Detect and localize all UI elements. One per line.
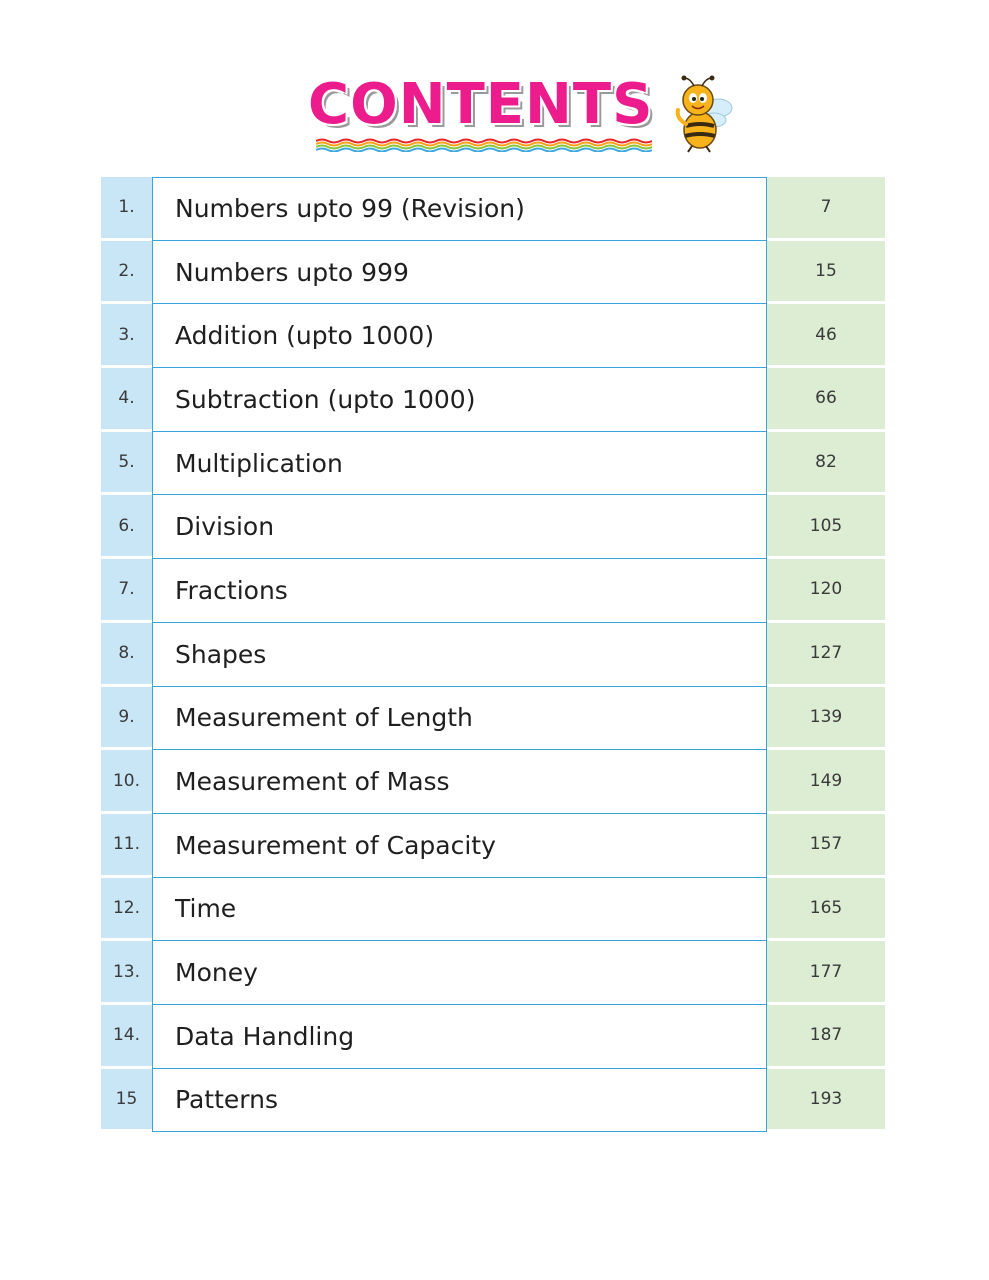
chapter-title: Money bbox=[152, 941, 767, 1005]
chapter-number: 9. bbox=[101, 687, 152, 751]
page-number: 15 bbox=[767, 241, 885, 305]
chapter-number: 4. bbox=[101, 368, 152, 432]
toc-row bbox=[101, 750, 885, 814]
chapter-number: 15 bbox=[101, 1069, 152, 1133]
toc-row bbox=[101, 177, 885, 241]
page-number: 177 bbox=[767, 941, 885, 1005]
chapter-title: Addition (upto 1000) bbox=[152, 304, 767, 368]
page-title: CONTENTS bbox=[308, 72, 654, 137]
contents-table bbox=[101, 177, 885, 1132]
chapter-title: Multiplication bbox=[152, 432, 767, 496]
chapter-title: Division bbox=[152, 495, 767, 559]
toc-row bbox=[101, 623, 885, 687]
chapter-title: Subtraction (upto 1000) bbox=[152, 368, 767, 432]
toc-row bbox=[101, 495, 885, 559]
page-number: 127 bbox=[767, 623, 885, 687]
page-number: 187 bbox=[767, 1005, 885, 1069]
chapter-number: 10. bbox=[101, 750, 152, 814]
bee-mascot-icon bbox=[664, 74, 736, 154]
page-number: 66 bbox=[767, 368, 885, 432]
chapter-title: Data Handling bbox=[152, 1005, 767, 1069]
toc-row bbox=[101, 687, 885, 751]
chapter-title: Fractions bbox=[152, 559, 767, 623]
toc-row bbox=[101, 1069, 885, 1133]
toc-row bbox=[101, 432, 885, 496]
chapter-number: 7. bbox=[101, 559, 152, 623]
toc-row bbox=[101, 941, 885, 1005]
chapter-number: 12. bbox=[101, 878, 152, 942]
chapter-number: 1. bbox=[101, 177, 152, 241]
chapter-number: 8. bbox=[101, 623, 152, 687]
page-number: 193 bbox=[767, 1069, 885, 1133]
chapter-number: 11. bbox=[101, 814, 152, 878]
page-number: 7 bbox=[767, 177, 885, 241]
page-number: 82 bbox=[767, 432, 885, 496]
chapter-number: 13. bbox=[101, 941, 152, 1005]
chapter-title: Shapes bbox=[152, 623, 767, 687]
contents-header bbox=[0, 70, 989, 160]
toc-row bbox=[101, 878, 885, 942]
chapter-number: 2. bbox=[101, 241, 152, 305]
chapter-number: 14. bbox=[101, 1005, 152, 1069]
page-number: 120 bbox=[767, 559, 885, 623]
toc-row bbox=[101, 368, 885, 432]
chapter-title: Time bbox=[152, 878, 767, 942]
toc-row bbox=[101, 559, 885, 623]
chapter-number: 5. bbox=[101, 432, 152, 496]
chapter-title: Measurement of Mass bbox=[152, 750, 767, 814]
chapter-title: Numbers upto 999 bbox=[152, 241, 767, 305]
rainbow-wave-underline bbox=[316, 138, 652, 152]
chapter-title: Measurement of Capacity bbox=[152, 814, 767, 878]
page-number: 46 bbox=[767, 304, 885, 368]
page-number: 165 bbox=[767, 878, 885, 942]
toc-row bbox=[101, 1005, 885, 1069]
chapter-title: Patterns bbox=[152, 1069, 767, 1133]
chapter-number: 3. bbox=[101, 304, 152, 368]
toc-row bbox=[101, 814, 885, 878]
chapter-number: 6. bbox=[101, 495, 152, 559]
chapter-title: Numbers upto 99 (Revision) bbox=[152, 177, 767, 241]
toc-row bbox=[101, 241, 885, 305]
page-number: 105 bbox=[767, 495, 885, 559]
page-number: 149 bbox=[767, 750, 885, 814]
chapter-title: Measurement of Length bbox=[152, 687, 767, 751]
toc-row bbox=[101, 304, 885, 368]
page-number: 157 bbox=[767, 814, 885, 878]
page-number: 139 bbox=[767, 687, 885, 751]
